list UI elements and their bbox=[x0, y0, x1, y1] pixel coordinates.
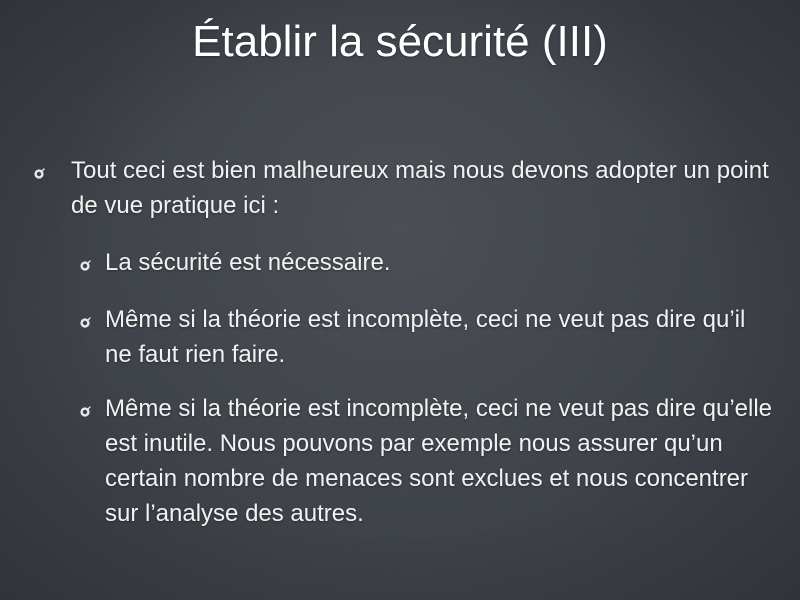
bullet-text: Même si la théorie est incomplète, ceci ne veut pas dire qu’il ne faut rien faire. bbox=[105, 306, 746, 368]
slide-title: Établir la sécurité (III) bbox=[192, 17, 608, 66]
bullet-item-level-2 bbox=[105, 245, 775, 280]
bullet-item-level-2 bbox=[105, 302, 775, 372]
bullet-text: Tout ceci est bien malheureux mais nous devons adopter un point de vue pratique ici : bbox=[71, 157, 769, 219]
bullet-icon bbox=[79, 406, 91, 418]
bullet-icon bbox=[79, 260, 91, 272]
bullet-icon bbox=[33, 168, 45, 180]
bullet-text: Même si la théorie est incomplète, ceci ne veut pas dire qu’elle est inutile. Nous pouvons par exemple nous assurer qu’un certain nombre de menaces sont exclues et nous concentrer sur l’analyse des autres. bbox=[105, 395, 773, 527]
bullet-item-level-2 bbox=[105, 391, 775, 531]
bullet-item-level-1 bbox=[71, 153, 786, 223]
bullet-text: La sécurité est nécessaire. bbox=[105, 249, 391, 276]
bullet-icon bbox=[79, 317, 91, 329]
